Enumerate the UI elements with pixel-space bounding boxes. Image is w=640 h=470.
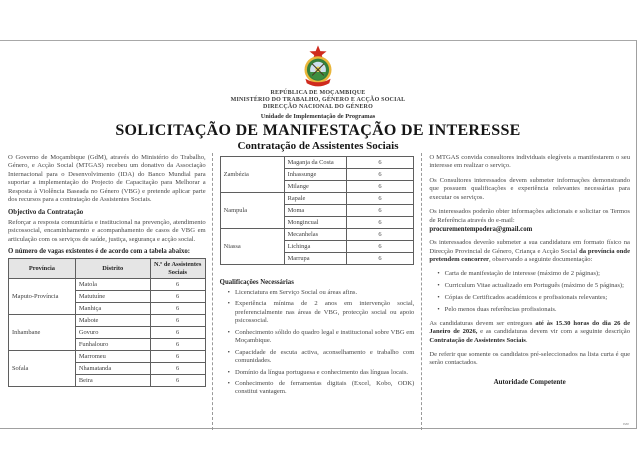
district-cell: Nhamatanda [75,363,150,375]
district-cell: Moma [284,205,346,217]
table-row [9,315,206,327]
shortlist-note: De referir que somente os candidatos pré-seleccionados na lista curta é que serão contactados. [429,350,630,367]
count-cell: 6 [346,253,414,265]
three-column-body [0,153,636,430]
documents-list [437,270,630,314]
count-cell: 6 [346,181,414,193]
table-header-row [9,258,206,278]
province-cell: Sofala [9,351,76,387]
intro-paragraph: O Governo de Moçambique (GdM), através do Ministério do Trabalho, Género, e Acção Social (MTGAS) recebeu um donativo da Associação Internacional para o Desenvolvimento (IDA) do Banco Mundial para suportar a implementação do Projecto de Capacitação para Melhorar a Resposta à Violência Baseada no Género (VBG) e pretende aplicar parte dos recursos para a contratação de Assistentes Sociais. [8,154,206,204]
column-left [0,153,212,430]
count-cell: 6 [346,193,414,205]
district-cell: Inhassunge [284,169,346,181]
count-cell: 6 [150,279,205,291]
count-cell: 6 [150,339,205,351]
district-cell: Marrupa [284,253,346,265]
column-middle [212,153,422,430]
province-cell: Nampula [220,193,284,229]
district-cell: Matutuíne [75,291,150,303]
qualifications-heading: Qualificações Necessárias [219,279,294,286]
signature-line: Autoridade Competente [493,377,566,386]
district-cell: Mabote [75,315,150,327]
district-cell: Lichinga [284,241,346,253]
district-cell: Mecanhelas [284,229,346,241]
application-paragraph [429,239,630,264]
mozambique-emblem-icon [300,45,336,89]
count-cell: 6 [150,303,205,315]
province-cell: Niassa [220,229,284,265]
vacancy-table-right [220,156,415,265]
count-cell: 6 [150,315,205,327]
qualifications-list [228,289,415,397]
document-header [0,41,636,153]
count-cell: 6 [346,229,414,241]
count-cell: 6 [150,363,205,375]
qualification-item: • Domínio da língua portuguesa e conhecimento das línguas locais. [228,369,415,377]
deadline-paragraph [429,320,630,345]
document-item: • Curriculum Vitae actualizado em Português (máximo de 5 páginas); [437,282,630,290]
count-cell: 6 [150,375,205,387]
deadline-bold-subject: Contratação de Assistentes Sociais [429,336,526,344]
table-row [9,351,206,363]
district-cell: Milange [284,181,346,193]
application-text: Os interessados deverão submeter a sua candidatura em formato físico na Direcção Provincial de Género, Criança e Acção Social [429,239,630,255]
district-cell: Matola [75,279,150,291]
deadline-text-tail: . [525,336,528,344]
count-cell: 6 [150,327,205,339]
district-cell: Mongincual [284,217,346,229]
qualification-item: • Conhecimento de ferramentas digitais (Excel, Kobo, ODK) constitui vantagem. [228,380,415,397]
table-row [220,193,414,205]
district-cell: Funhalouro [75,339,150,351]
ministry-line: MINISTÉRIO DO TRABALHO, GÉNERO E ACÇÃO SOCIAL [230,97,406,104]
count-cell: 6 [346,157,414,169]
count-cell: 6 [150,291,205,303]
document-item: • Pelo menos duas referências profissionais. [437,306,630,314]
count-cell: 6 [346,241,414,253]
document-item: • Carta de manifestação de interesse (máximo de 2 páginas); [437,270,630,278]
col-header-district: Distrito [75,258,150,278]
district-cell: Marromeu [75,351,150,363]
province-cell: Zambézia [220,157,284,193]
district-cell: Maganja da Costa [284,157,346,169]
contact-paragraph: Os interessados poderão obter informações adicionais e solicitar os Termos de Referência através do e-mail: [429,208,630,224]
count-cell: 6 [346,205,414,217]
column-right [421,153,636,430]
col-header-count: N.º de Assistentes Sociais [150,258,205,278]
deadline-text: As candidaturas devem ser entregues [429,319,536,327]
page-subtitle: Contratação de Assistentes Sociais [237,140,399,153]
count-cell: 6 [346,169,414,181]
page-corner-mark: nar [623,421,629,426]
district-cell: Beira [75,375,150,387]
province-cell: Inhambane [9,315,76,351]
invitation-paragraph: O MTGAS convida consultores individuais elegíveis a manifestarem o seu interesse em realizar o serviço. [429,154,630,170]
vacancies-note: O número de vagas existentes é de acordo com a tabela abaixo: [8,247,191,255]
submission-paragraph: Os Consultores interessados devem submeter informações demonstrando que possuem qualificações e experiência relevantes necessárias para executar os serviços. [429,176,630,201]
qualification-item: • Licenciatura em Serviço Social ou áreas afins. [228,289,415,297]
deadline-bold-date: até às 15.30 horas do dia 26 de Janeiro de 2026, [429,319,631,336]
directorate-line: DIRECÇÃO NACIONAL DO GÉNERO [263,104,373,111]
objective-heading: Objectivo da Contratação [8,208,84,216]
table-row [220,229,414,241]
province-cell: Maputo-Província [9,279,76,315]
application-bold-text: da província onde pretendem concorrer [429,247,630,263]
application-text-tail: , observando a seguinte documentação: [488,255,593,263]
district-cell: Manhiça [75,303,150,315]
page-title: SOLICITAÇÃO DE MANIFESTAÇÃO DE INTERESSE [115,121,521,139]
objective-paragraph: Reforçar a resposta comunitária e institucional na prevenção, atendimento psicossocial, encaminhamento e acompanhamento de casos de VBG em articulação com os serviços de saúde, justiça, segurança e acção social. [8,218,206,243]
email-address: procurementempodera@gmail.com [429,226,533,234]
qualification-item: • Conhecimento sólido do quadro legal e institucional sobre VBG em Moçambique. [228,329,415,346]
deadline-text-mid: e as candidaturas devem vir com a seguinte descrição [477,328,631,336]
col-header-province: Província [9,258,76,278]
count-cell: 6 [150,351,205,363]
republic-line: REPÚBLICA DE MOÇAMBIQUE [270,90,366,96]
document-item: • Cópias de Certificados académicos e profissionais relevantes; [437,294,630,302]
vacancy-table-left [8,258,206,387]
qualification-item: • Experiência mínima de 2 anos em intervenção social, preferencialmente nas áreas de VBG, protecção social ou apoio psicossocial. [228,300,415,325]
table-row [220,157,414,169]
count-cell: 6 [346,217,414,229]
qualification-item: • Capacidade de escuta activa, aconselhamento e trabalho com comunidades. [228,349,415,366]
unit-line: Unidade de Implementação de Programas [260,112,376,120]
district-cell: Rapale [284,193,346,205]
district-cell: Govuro [75,327,150,339]
table-row [9,279,206,291]
notice-document [0,40,637,429]
